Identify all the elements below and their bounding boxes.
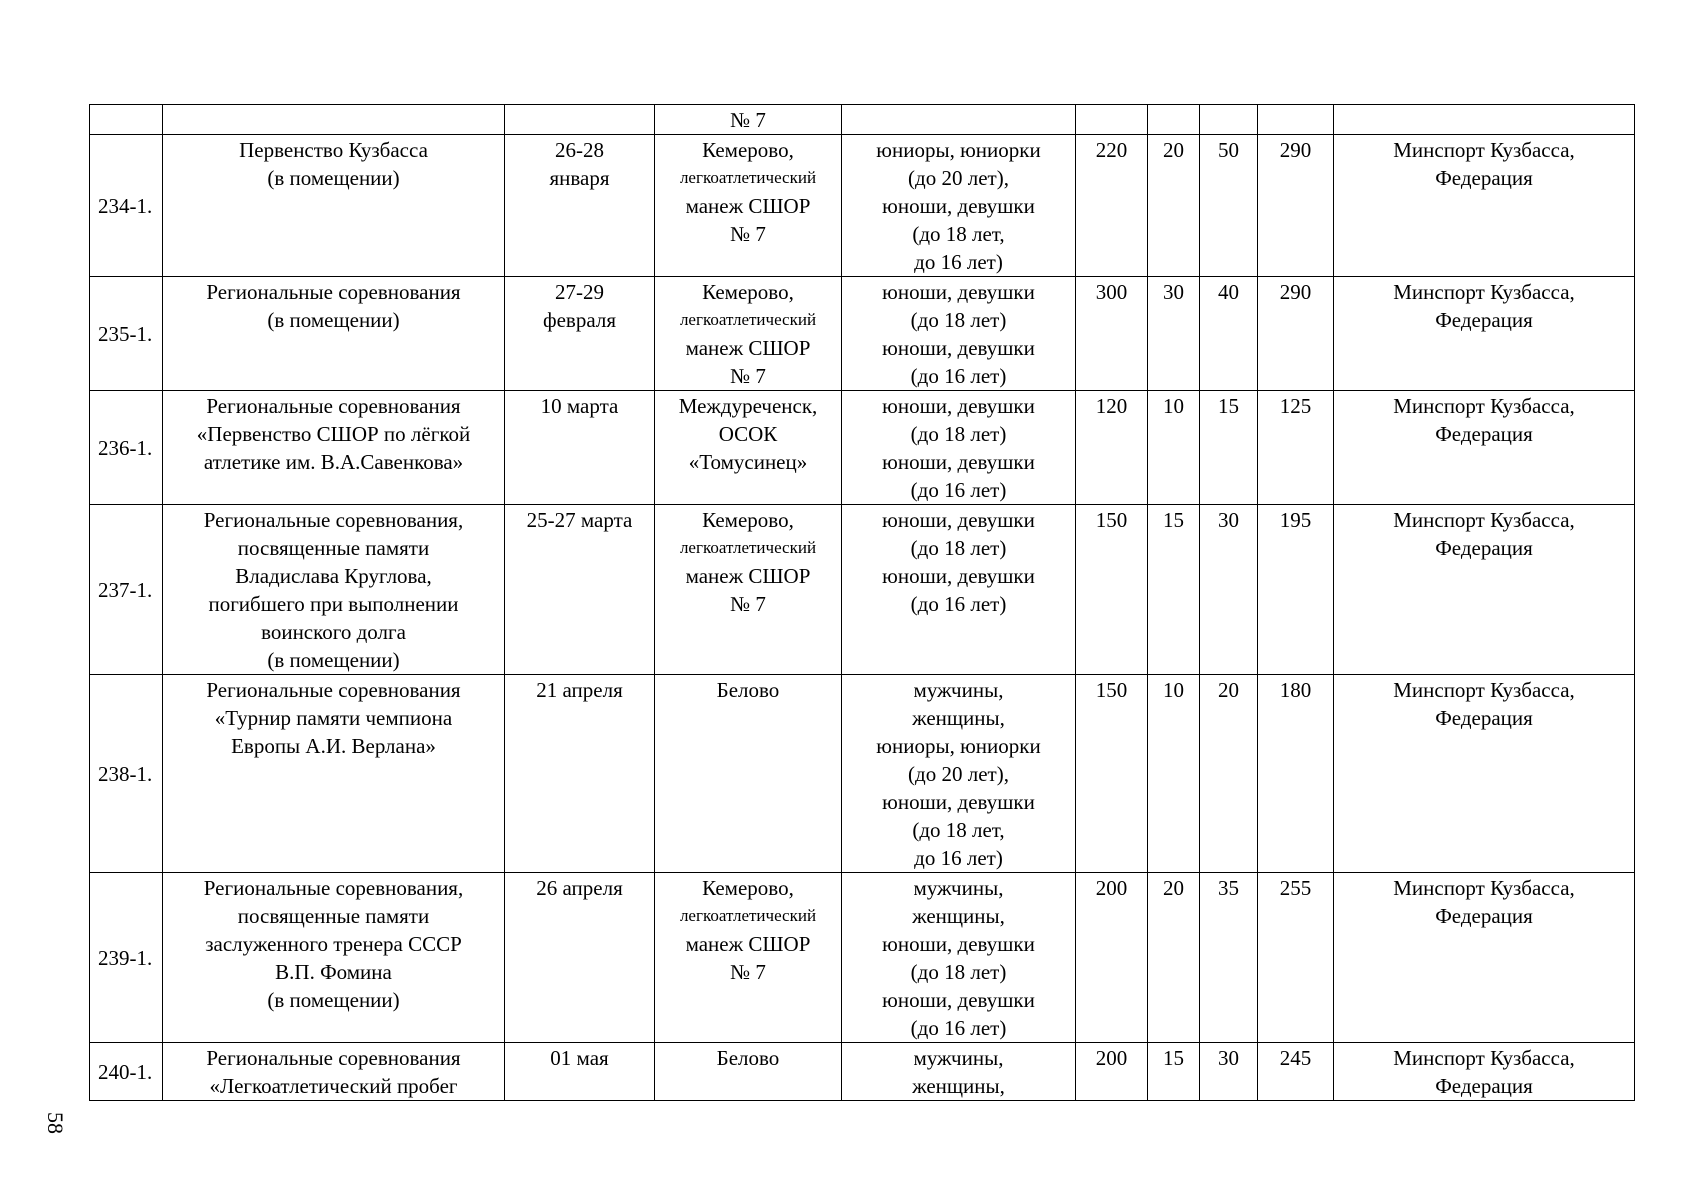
count-value: 50 [1218, 138, 1239, 162]
cell-participants [842, 1043, 1076, 1101]
count-total-value: 180 [1279, 678, 1312, 702]
cell-organizer [1334, 277, 1635, 391]
venue-line: «Томусинец» [688, 450, 808, 474]
event-name-line: Региональные соревнования [206, 394, 461, 418]
continued-row [90, 105, 1635, 135]
cell-count-2 [1148, 675, 1200, 873]
organizer-line: Минспорт Кузбасса, [1393, 1046, 1575, 1070]
cell-date [505, 873, 655, 1043]
cell-name [163, 391, 505, 505]
table-row [90, 505, 1635, 675]
participants-line: юноши, девушки [882, 450, 1035, 474]
event-name-line: «Первенство СШОР по лёгкой [196, 422, 471, 446]
participants-line: юниоры, юниорки [876, 734, 1041, 758]
count-total-value: 125 [1279, 394, 1312, 418]
event-name-line: Региональные соревнования [206, 1046, 461, 1070]
cell-num [90, 135, 163, 277]
count-value: 120 [1095, 394, 1128, 418]
cell-name [163, 1043, 505, 1101]
participants-line: мужчины, [913, 678, 1004, 702]
venue-line: легкоатлетический [679, 168, 817, 187]
event-name-line: (в помещении) [267, 988, 400, 1012]
cell-name [163, 505, 505, 675]
event-name-line: посвященные памяти [237, 536, 430, 560]
event-name-line: Региональные соревнования [206, 280, 461, 304]
cell-count-2 [1148, 873, 1200, 1043]
event-name-line: погибшего при выполнении [208, 592, 459, 616]
event-name-line: Владислава Круглова, [235, 564, 432, 588]
table-row [90, 135, 1635, 277]
date-line: 10 марта [540, 394, 619, 418]
count-total-value: 195 [1279, 508, 1312, 532]
participants-line: (до 16 лет) [910, 364, 1007, 388]
venue-line: № 7 [730, 222, 766, 246]
count-value: 30 [1218, 1046, 1239, 1070]
cell-count-3 [1200, 675, 1258, 873]
cell-venue [655, 391, 842, 505]
cell-count-2 [1148, 105, 1200, 135]
organizer-line: Минспорт Кузбасса, [1393, 394, 1575, 418]
cell-organizer [1334, 1043, 1635, 1101]
cell-venue [655, 873, 842, 1043]
venue-line: манеж СШОР [685, 564, 811, 588]
count-value: 300 [1095, 280, 1128, 304]
schedule-table [89, 104, 1635, 1101]
cell-organizer [1334, 873, 1635, 1043]
cell-participants [842, 391, 1076, 505]
cell-venue [655, 105, 842, 135]
cell-count-1 [1076, 675, 1148, 873]
venue-line: Кемерово, [702, 508, 794, 532]
event-name-line: (в помещении) [267, 166, 400, 190]
organizer-line: Минспорт Кузбасса, [1393, 876, 1575, 900]
date-line: 26 апреля [536, 876, 623, 900]
cell-num [90, 277, 163, 391]
cell-venue [655, 505, 842, 675]
cell-date [505, 505, 655, 675]
cell-organizer [1334, 391, 1635, 505]
organizer-line: Федерация [1435, 536, 1533, 560]
count-value: 20 [1163, 876, 1184, 900]
count-value: 35 [1218, 876, 1239, 900]
cell-date [505, 675, 655, 873]
venue-line: манеж СШОР [685, 336, 811, 360]
event-name-line: «Турнир памяти чемпиона [214, 706, 453, 730]
participants-line: женщины, [912, 706, 1005, 730]
cell-organizer [1334, 105, 1635, 135]
event-name-line: Региональные соревнования, [203, 876, 464, 900]
event-name-line: воинского долга [261, 620, 406, 644]
row-number: 234-1. [98, 194, 153, 218]
cell-count-total [1258, 105, 1334, 135]
date-line: 25-27 марта [526, 508, 633, 532]
participants-line: (до 18 лет, [912, 818, 1005, 842]
cell-participants [842, 505, 1076, 675]
participants-line: (до 18 лет) [910, 308, 1007, 332]
event-name-line: атлетике им. В.А.Савенкова» [203, 450, 464, 474]
cell-count-total [1258, 675, 1334, 873]
cell-num [90, 873, 163, 1043]
cell-count-1 [1076, 1043, 1148, 1101]
event-name-line: посвященные памяти [237, 904, 430, 928]
organizer-line: Минспорт Кузбасса, [1393, 678, 1575, 702]
count-total-value: 245 [1279, 1046, 1312, 1070]
row-number: 237-1. [98, 578, 153, 602]
count-value: 200 [1095, 876, 1128, 900]
count-value: 150 [1095, 508, 1128, 532]
cell-date [505, 277, 655, 391]
cell-organizer [1334, 135, 1635, 277]
participants-line: (до 16 лет) [910, 1016, 1007, 1040]
count-value: 30 [1218, 508, 1239, 532]
count-value: 20 [1163, 138, 1184, 162]
venue-line: Междуреченск, [678, 394, 818, 418]
cell-count-3 [1200, 873, 1258, 1043]
date-line: января [549, 166, 610, 190]
count-value: 150 [1095, 678, 1128, 702]
organizer-line: Минспорт Кузбасса, [1393, 138, 1575, 162]
participants-line: (до 20 лет), [908, 762, 1009, 786]
cell-count-3 [1200, 1043, 1258, 1101]
participants-line: (до 18 лет) [910, 960, 1007, 984]
count-value: 15 [1163, 508, 1184, 532]
cell-count-2 [1148, 505, 1200, 675]
organizer-line: Федерация [1435, 1074, 1533, 1098]
venue-line: легкоатлетический [679, 310, 817, 329]
cell-count-3 [1200, 105, 1258, 135]
venue-line: № 7 [730, 108, 766, 132]
cell-date [505, 105, 655, 135]
cell-participants [842, 873, 1076, 1043]
cell-date [505, 1043, 655, 1101]
cell-count-2 [1148, 135, 1200, 277]
cell-num [90, 391, 163, 505]
cell-num [90, 505, 163, 675]
cell-count-2 [1148, 1043, 1200, 1101]
cell-date [505, 135, 655, 277]
row-number: 239-1. [98, 946, 153, 970]
row-number: 238-1. [98, 762, 153, 786]
cell-count-total [1258, 873, 1334, 1043]
cell-name [163, 135, 505, 277]
table-row [90, 675, 1635, 873]
row-number: 236-1. [98, 436, 153, 460]
cell-count-total [1258, 1043, 1334, 1101]
organizer-line: Федерация [1435, 166, 1533, 190]
event-name-line: Европы А.И. Верлана» [231, 734, 436, 758]
participants-line: юноши, девушки [882, 336, 1035, 360]
event-name-line: (в помещении) [267, 648, 400, 672]
event-name-line: (в помещении) [267, 308, 400, 332]
date-line: 21 апреля [536, 678, 623, 702]
cell-date [505, 391, 655, 505]
venue-line: № 7 [730, 960, 766, 984]
cell-venue [655, 135, 842, 277]
participants-line: (до 18 лет, [912, 222, 1005, 246]
cell-count-total [1258, 277, 1334, 391]
table-row [90, 277, 1635, 391]
cell-organizer [1334, 675, 1635, 873]
organizer-line: Федерация [1435, 904, 1533, 928]
participants-line: юноши, девушки [882, 280, 1035, 304]
organizer-line: Федерация [1435, 422, 1533, 446]
count-value: 40 [1218, 280, 1239, 304]
count-value: 15 [1218, 394, 1239, 418]
cell-count-total [1258, 505, 1334, 675]
venue-line: Белово [716, 678, 780, 702]
participants-line: юноши, девушки [882, 394, 1035, 418]
participants-line: до 16 лет) [914, 250, 1003, 274]
participants-line: юноши, девушки [882, 564, 1035, 588]
count-total-value: 290 [1279, 138, 1312, 162]
participants-line: (до 16 лет) [910, 478, 1007, 502]
count-total-value: 290 [1279, 280, 1312, 304]
participants-line: мужчины, [913, 1046, 1004, 1070]
participants-line: (до 18 лет) [910, 422, 1007, 446]
count-value: 10 [1163, 678, 1184, 702]
event-name-line: заслуженного тренера СССР [205, 932, 462, 956]
venue-line: манеж СШОР [685, 932, 811, 956]
participants-line: юноши, девушки [882, 932, 1035, 956]
cell-count-total [1258, 135, 1334, 277]
venue-line: Кемерово, [702, 876, 794, 900]
date-line: 26-28 [555, 138, 604, 162]
cell-num [90, 105, 163, 135]
cell-participants [842, 135, 1076, 277]
page-number: 58 [43, 1112, 68, 1134]
cell-count-3 [1200, 135, 1258, 277]
cell-name [163, 873, 505, 1043]
organizer-line: Федерация [1435, 308, 1533, 332]
venue-line: легкоатлетический [679, 906, 817, 925]
participants-line: (до 16 лет) [910, 592, 1007, 616]
participants-line: (до 20 лет), [908, 166, 1009, 190]
cell-venue [655, 675, 842, 873]
participants-line: юноши, девушки [882, 790, 1035, 814]
count-value: 220 [1095, 138, 1128, 162]
participants-line: юноши, девушки [882, 988, 1035, 1012]
count-value: 30 [1163, 280, 1184, 304]
participants-line: (до 18 лет) [910, 536, 1007, 560]
event-name-line: Региональные соревнования, [203, 508, 464, 532]
participants-line: мужчины, [913, 876, 1004, 900]
table-row [90, 1043, 1635, 1101]
count-value: 15 [1163, 1046, 1184, 1070]
cell-count-3 [1200, 391, 1258, 505]
event-name-line: Региональные соревнования [206, 678, 461, 702]
cell-name [163, 675, 505, 873]
row-number: 240-1. [98, 1060, 153, 1084]
cell-participants [842, 105, 1076, 135]
table-row [90, 873, 1635, 1043]
venue-line: № 7 [730, 364, 766, 388]
participants-line: женщины, [912, 1074, 1005, 1098]
row-number: 235-1. [98, 322, 153, 346]
cell-name [163, 277, 505, 391]
cell-count-2 [1148, 277, 1200, 391]
venue-line: Кемерово, [702, 138, 794, 162]
cell-count-1 [1076, 105, 1148, 135]
cell-name [163, 105, 505, 135]
cell-count-2 [1148, 391, 1200, 505]
table-row [90, 391, 1635, 505]
table-body [90, 105, 1635, 1101]
count-value: 200 [1095, 1046, 1128, 1070]
cell-count-1 [1076, 873, 1148, 1043]
cell-participants [842, 277, 1076, 391]
venue-line: Кемерово, [702, 280, 794, 304]
cell-count-3 [1200, 505, 1258, 675]
organizer-line: Федерация [1435, 706, 1533, 730]
cell-venue [655, 1043, 842, 1101]
date-line: 01 мая [550, 1046, 609, 1070]
cell-venue [655, 277, 842, 391]
event-name-line: «Легкоатлетический пробег [209, 1074, 458, 1098]
event-name-line: Первенство Кузбасса [239, 138, 428, 162]
date-line: февраля [543, 308, 616, 332]
cell-num [90, 1043, 163, 1101]
cell-count-3 [1200, 277, 1258, 391]
event-name-line: В.П. Фомина [275, 960, 392, 984]
cell-organizer [1334, 505, 1635, 675]
participants-line: юниоры, юниорки [876, 138, 1041, 162]
venue-line: легкоатлетический [679, 538, 817, 557]
cell-count-1 [1076, 391, 1148, 505]
cell-count-total [1258, 391, 1334, 505]
participants-line: до 16 лет) [914, 846, 1003, 870]
participants-line: юноши, девушки [882, 508, 1035, 532]
cell-num [90, 675, 163, 873]
participants-line: женщины, [912, 904, 1005, 928]
venue-line: ОСОК [718, 422, 778, 446]
date-line: 27-29 [555, 280, 604, 304]
cell-count-1 [1076, 277, 1148, 391]
venue-line: манеж СШОР [685, 194, 811, 218]
count-total-value: 255 [1279, 876, 1312, 900]
cell-count-1 [1076, 505, 1148, 675]
cell-count-1 [1076, 135, 1148, 277]
count-value: 20 [1218, 678, 1239, 702]
organizer-line: Минспорт Кузбасса, [1393, 280, 1575, 304]
venue-line: № 7 [730, 592, 766, 616]
count-value: 10 [1163, 394, 1184, 418]
organizer-line: Минспорт Кузбасса, [1393, 508, 1575, 532]
cell-participants [842, 675, 1076, 873]
venue-line: Белово [716, 1046, 780, 1070]
participants-line: юноши, девушки [882, 194, 1035, 218]
